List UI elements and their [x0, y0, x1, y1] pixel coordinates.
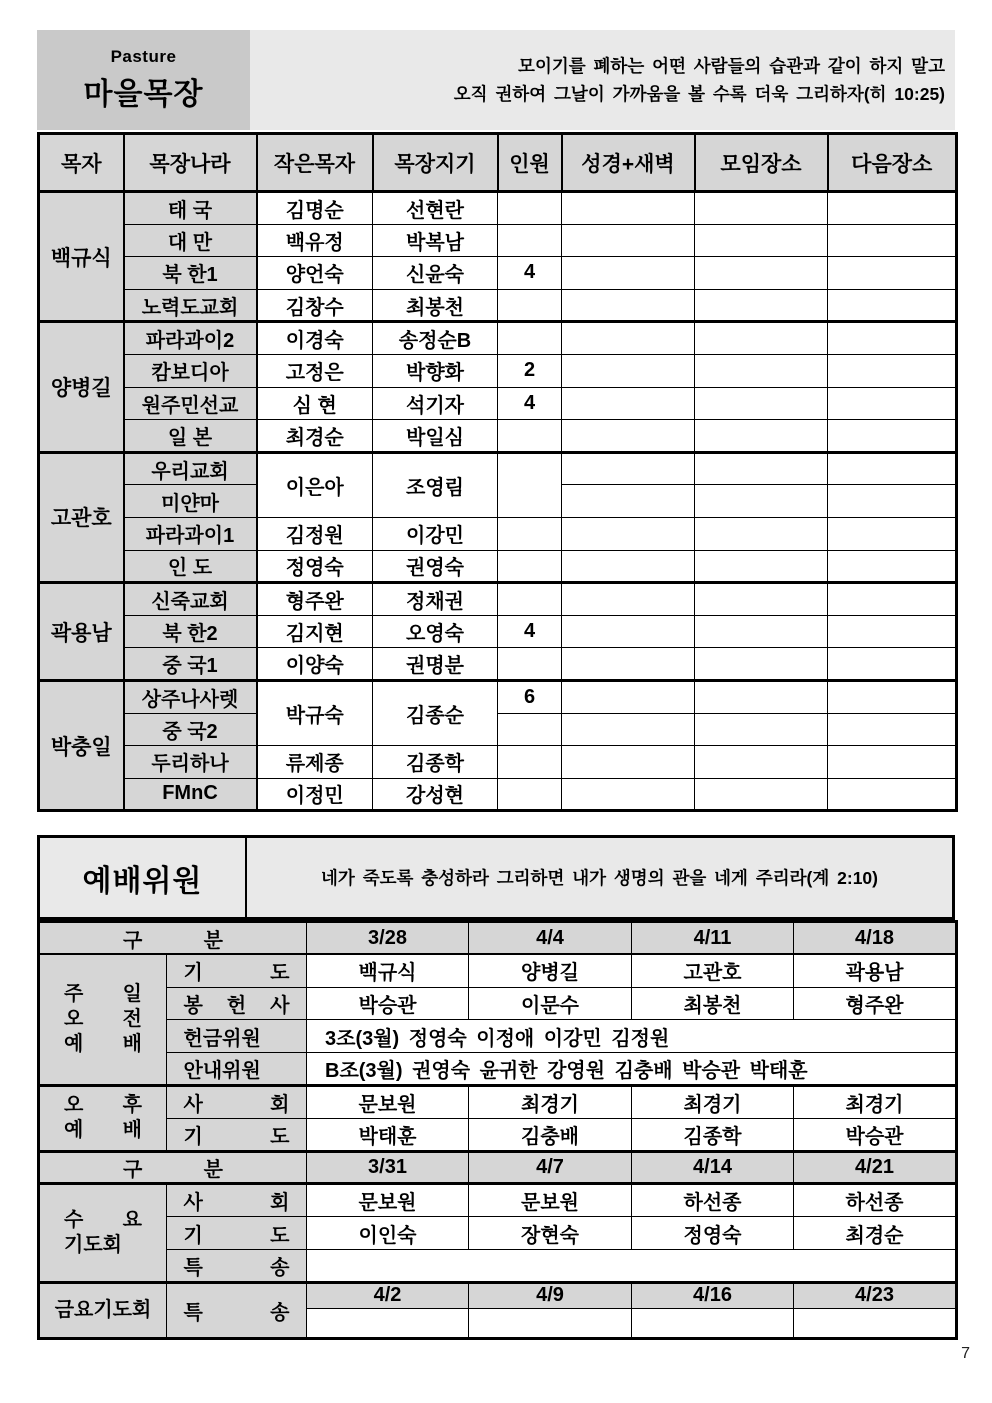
- date-cell: 4/2: [307, 1282, 469, 1308]
- table-row: [39, 1184, 957, 1217]
- empty-cell: [695, 452, 828, 485]
- table-row: [39, 680, 957, 713]
- empty-cell: [307, 1308, 469, 1338]
- worship-header: [37, 835, 955, 920]
- empty-cell: [562, 322, 695, 355]
- empty-cell: [562, 648, 695, 681]
- country-cell: 중 국2: [124, 713, 257, 746]
- name-cell: 석기자: [373, 387, 498, 420]
- empty-cell: [562, 452, 695, 485]
- value-cell: 박태훈: [307, 1118, 469, 1151]
- pasture-label-en: Pasture: [110, 47, 177, 66]
- pasture-header-row: [39, 134, 957, 192]
- value-cell: 고관호: [632, 954, 794, 987]
- country-cell: 북 한2: [124, 615, 257, 648]
- table-row: [39, 615, 957, 648]
- empty-cell: [695, 648, 828, 681]
- name-cell: 박복남: [373, 224, 498, 257]
- name-cell: 이정민: [257, 778, 373, 811]
- value-cell: 이인숙: [307, 1217, 469, 1250]
- name-cell: 최봉천: [373, 289, 498, 322]
- empty-cell: [695, 257, 828, 290]
- column-header-meeting-place: 모임장소: [695, 134, 828, 192]
- country-cell: 상주나사렛: [124, 680, 257, 713]
- count-cell: [498, 224, 562, 257]
- empty-cell: [695, 224, 828, 257]
- column-header-next-place: 다음장소: [828, 134, 957, 192]
- name-cell: 신윤숙: [373, 257, 498, 290]
- empty-cell: [562, 257, 695, 290]
- count-cell: [498, 289, 562, 322]
- country-cell: 캄보디아: [124, 354, 257, 387]
- name-cell: 이양숙: [257, 648, 373, 681]
- role-cell: 기 도: [167, 1118, 307, 1151]
- empty-cell: [828, 322, 957, 355]
- pasture-verse-box: [250, 30, 955, 130]
- country-cell: FMnC: [124, 778, 257, 811]
- column-header-keeper: 목장지기: [373, 134, 498, 192]
- name-cell: 조영림: [373, 452, 498, 517]
- table-row: [39, 452, 957, 485]
- value-cell: 최경순: [794, 1217, 957, 1250]
- empty-cell: [695, 289, 828, 322]
- empty-cell: [828, 550, 957, 583]
- name-cell: 송정순B: [373, 322, 498, 355]
- empty-cell: [695, 517, 828, 550]
- name-cell: 권명분: [373, 648, 498, 681]
- count-cell: 4: [498, 257, 562, 290]
- value-cell: 김종학: [632, 1118, 794, 1151]
- date-cell: 3/28: [307, 922, 469, 955]
- empty-cell: [695, 354, 828, 387]
- value-cell: 문보원: [307, 1085, 469, 1118]
- empty-cell: [828, 354, 957, 387]
- empty-cell: [828, 648, 957, 681]
- table-row: [39, 550, 957, 583]
- value-cell: 박승관: [794, 1118, 957, 1151]
- empty-cell: [828, 452, 957, 485]
- role-cell: 기 도: [167, 1217, 307, 1250]
- country-cell: 인 도: [124, 550, 257, 583]
- table-row: [39, 354, 957, 387]
- table-row: [39, 778, 957, 811]
- value-cell: 장현숙: [469, 1217, 632, 1250]
- value-cell: 김충배: [469, 1118, 632, 1151]
- value-cell: 양병길: [469, 954, 632, 987]
- country-cell: 중 국1: [124, 648, 257, 681]
- empty-cell: [562, 583, 695, 616]
- name-cell: 김종학: [373, 746, 498, 779]
- country-cell: 신죽교회: [124, 583, 257, 616]
- empty-cell: [695, 680, 828, 713]
- value-cell: 최봉천: [632, 987, 794, 1020]
- value-cell: 최경기: [469, 1085, 632, 1118]
- shepherd-cell: 곽용남: [39, 583, 124, 681]
- name-cell: 김지현: [257, 615, 373, 648]
- name-cell: 정영숙: [257, 550, 373, 583]
- shepherd-cell: 양병길: [39, 322, 124, 452]
- empty-cell: [828, 257, 957, 290]
- table-row: [39, 1282, 957, 1308]
- name-cell: 류제종: [257, 746, 373, 779]
- pasture-verse-line2: 오직 권하여 그날이 가까움을 볼 수록 더욱 그리하자(히 10:25): [453, 84, 945, 104]
- value-cell: 문보원: [469, 1184, 632, 1217]
- empty-cell: [828, 289, 957, 322]
- date-cell: 4/16: [632, 1282, 794, 1308]
- group-cell: 금요기도회: [39, 1282, 167, 1338]
- role-cell: 기 도: [167, 954, 307, 987]
- empty-cell: [562, 192, 695, 225]
- empty-cell: [695, 778, 828, 811]
- count-cell: [498, 322, 562, 355]
- date-cell: 4/14: [632, 1151, 794, 1184]
- empty-cell: [828, 517, 957, 550]
- value-cell: 정영숙: [632, 1217, 794, 1250]
- name-cell: 강성현: [373, 778, 498, 811]
- country-cell: 미얀마: [124, 485, 257, 518]
- worship-title: 예배위원: [40, 838, 247, 917]
- name-cell: 이경숙: [257, 322, 373, 355]
- name-cell: 정채권: [373, 583, 498, 616]
- country-cell: 두리하나: [124, 746, 257, 779]
- table-row: [39, 192, 957, 225]
- date-cell: 3/31: [307, 1151, 469, 1184]
- table-row: [39, 713, 957, 746]
- empty-cell: [562, 517, 695, 550]
- value-cell: 최경기: [794, 1085, 957, 1118]
- table-row: [39, 583, 957, 616]
- value-cell: 하선종: [632, 1184, 794, 1217]
- count-cell: 2: [498, 354, 562, 387]
- column-header-small-shepherd: 작은목자: [257, 134, 373, 192]
- count-cell: [498, 648, 562, 681]
- empty-cell: [695, 713, 828, 746]
- shepherd-cell: 백규식: [39, 192, 124, 322]
- value-cell: 곽용남: [794, 954, 957, 987]
- worship-table: [37, 920, 958, 1340]
- empty-cell: [562, 615, 695, 648]
- empty-cell: [828, 192, 957, 225]
- table-row: [39, 1217, 957, 1250]
- pasture-title: 마을목장: [83, 78, 204, 111]
- empty-cell: [828, 583, 957, 616]
- group-cell: 주 일 오 전 예 배: [39, 954, 167, 1085]
- empty-cell: [828, 713, 957, 746]
- empty-cell: [562, 713, 695, 746]
- role-cell: 안내위원: [167, 1053, 307, 1086]
- empty-cell: [469, 1308, 632, 1338]
- name-cell: 권영숙: [373, 550, 498, 583]
- country-cell: 우리교회: [124, 452, 257, 485]
- empty-cell: [695, 387, 828, 420]
- empty-cell: [695, 420, 828, 453]
- empty-cell: [794, 1308, 957, 1338]
- country-cell: 태 국: [124, 192, 257, 225]
- name-cell: 이강민: [373, 517, 498, 550]
- role-cell: 특 송: [167, 1282, 307, 1338]
- worship-verse: 네가 죽도록 충성하라 그리하면 내가 생명의 관을 네게 주리라(계 2:10): [321, 868, 878, 888]
- name-cell: 형주완: [257, 583, 373, 616]
- empty-cell: [828, 615, 957, 648]
- country-cell: 파라과이1: [124, 517, 257, 550]
- empty-cell: [562, 387, 695, 420]
- value-cell: 문보원: [307, 1184, 469, 1217]
- name-cell: 이은아: [257, 452, 373, 517]
- table-row: [39, 517, 957, 550]
- value-cell: 박승관: [307, 987, 469, 1020]
- empty-cell: [562, 778, 695, 811]
- empty-cell: [562, 354, 695, 387]
- count-cell: [498, 746, 562, 779]
- table-row: [39, 1053, 957, 1086]
- shepherd-cell: 고관호: [39, 452, 124, 582]
- name-cell: 박일심: [373, 420, 498, 453]
- name-cell: 최경순: [257, 420, 373, 453]
- country-cell: 북 한1: [124, 257, 257, 290]
- divider-row: [39, 922, 957, 955]
- pasture-table: [37, 132, 958, 812]
- empty-cell: [828, 420, 957, 453]
- group-cell: 수 요 기도회: [39, 1184, 167, 1282]
- name-cell: 박규숙: [257, 680, 373, 745]
- count-cell: [498, 192, 562, 225]
- date-cell: 4/9: [469, 1282, 632, 1308]
- date-cell: 4/4: [469, 922, 632, 955]
- name-cell: 오영숙: [373, 615, 498, 648]
- empty-cell: [695, 746, 828, 779]
- empty-cell: [695, 322, 828, 355]
- divider-row: [39, 1151, 957, 1184]
- role-cell: 사 회: [167, 1184, 307, 1217]
- empty-cell: [828, 387, 957, 420]
- count-cell: [498, 420, 562, 453]
- empty-cell: [695, 550, 828, 583]
- name-cell: 김명순: [257, 192, 373, 225]
- name-cell: 김정원: [257, 517, 373, 550]
- name-cell: 양언숙: [257, 257, 373, 290]
- table-row: [39, 1085, 957, 1118]
- empty-cell: [695, 615, 828, 648]
- date-cell: 4/21: [794, 1151, 957, 1184]
- name-cell: 박향화: [373, 354, 498, 387]
- role-cell: 특 송: [167, 1249, 307, 1282]
- table-row: [39, 1020, 957, 1053]
- table-row: [39, 1249, 957, 1282]
- divider-label-cell: 구 분: [39, 922, 307, 955]
- count-cell: [498, 778, 562, 811]
- pasture-verse-line1: 모이기를 폐하는 어떤 사람들의 습관과 같이 하지 말고: [518, 56, 945, 76]
- name-cell: 백유정: [257, 224, 373, 257]
- date-cell: 4/11: [632, 922, 794, 955]
- empty-cell: [562, 420, 695, 453]
- table-row: [39, 387, 957, 420]
- count-cell: [498, 517, 562, 550]
- empty-cell: [828, 680, 957, 713]
- divider-label-cell: 구 분: [39, 1151, 307, 1184]
- table-row: [39, 257, 957, 290]
- empty-cell: [632, 1308, 794, 1338]
- merged-value-cell: 3조(3월) 정영숙 이정애 이강민 김정원: [307, 1020, 957, 1053]
- date-cell: 4/23: [794, 1282, 957, 1308]
- name-cell: 김종순: [373, 680, 498, 745]
- count-cell: 4: [498, 387, 562, 420]
- count-cell: [498, 583, 562, 616]
- empty-cell: [828, 485, 957, 518]
- table-row: [39, 420, 957, 453]
- empty-cell: [828, 224, 957, 257]
- country-cell: 대 만: [124, 224, 257, 257]
- count-cell: [498, 713, 562, 746]
- role-cell: 사 회: [167, 1085, 307, 1118]
- table-row: [39, 224, 957, 257]
- table-row: [39, 289, 957, 322]
- date-cell: 4/18: [794, 922, 957, 955]
- table-row: [39, 954, 957, 987]
- shepherd-cell: 박충일: [39, 680, 124, 810]
- table-row: [39, 648, 957, 681]
- empty-cell: [562, 550, 695, 583]
- name-cell: 선현란: [373, 192, 498, 225]
- pasture-title-box: [37, 30, 250, 130]
- role-cell: 헌금위원: [167, 1020, 307, 1053]
- page-number: 7: [961, 1345, 970, 1362]
- value-cell: 하선종: [794, 1184, 957, 1217]
- column-header-count: 인원: [498, 134, 562, 192]
- empty-cell: [828, 778, 957, 811]
- empty-cell: [562, 485, 695, 518]
- column-header-shepherd: 목자: [39, 134, 124, 192]
- value-cell: 형주완: [794, 987, 957, 1020]
- name-cell: 심 현: [257, 387, 373, 420]
- column-header-bible-dawn: 성경+새벽: [562, 134, 695, 192]
- empty-cell: [695, 583, 828, 616]
- role-cell: 봉 헌 사: [167, 987, 307, 1020]
- country-cell: 파라과이2: [124, 322, 257, 355]
- value-cell: 최경기: [632, 1085, 794, 1118]
- country-cell: 일 본: [124, 420, 257, 453]
- empty-cell: [695, 192, 828, 225]
- merged-value-cell: B조(3월) 권영숙 윤귀한 강영원 김충배 박승관 박태훈: [307, 1053, 957, 1086]
- count-cell: 6: [498, 680, 562, 713]
- empty-cell: [562, 680, 695, 713]
- count-cell: [498, 452, 562, 517]
- table-row: [39, 746, 957, 779]
- value-cell: 백규식: [307, 954, 469, 987]
- table-row: [39, 987, 957, 1020]
- country-cell: 원주민선교: [124, 387, 257, 420]
- empty-cell: [562, 224, 695, 257]
- empty-cell: [828, 746, 957, 779]
- column-header-country: 목장나라: [124, 134, 257, 192]
- name-cell: 김창수: [257, 289, 373, 322]
- date-cell: 4/7: [469, 1151, 632, 1184]
- table-row: [39, 1118, 957, 1151]
- count-cell: [498, 550, 562, 583]
- country-cell: 노력도교회: [124, 289, 257, 322]
- table-row: [39, 322, 957, 355]
- empty-cell: [695, 485, 828, 518]
- name-cell: 고정은: [257, 354, 373, 387]
- merged-value-cell: [307, 1249, 957, 1282]
- value-cell: 이문수: [469, 987, 632, 1020]
- empty-cell: [562, 746, 695, 779]
- group-cell: 오 후 예 배: [39, 1085, 167, 1151]
- count-cell: 4: [498, 615, 562, 648]
- empty-cell: [562, 289, 695, 322]
- pasture-header: [37, 30, 955, 130]
